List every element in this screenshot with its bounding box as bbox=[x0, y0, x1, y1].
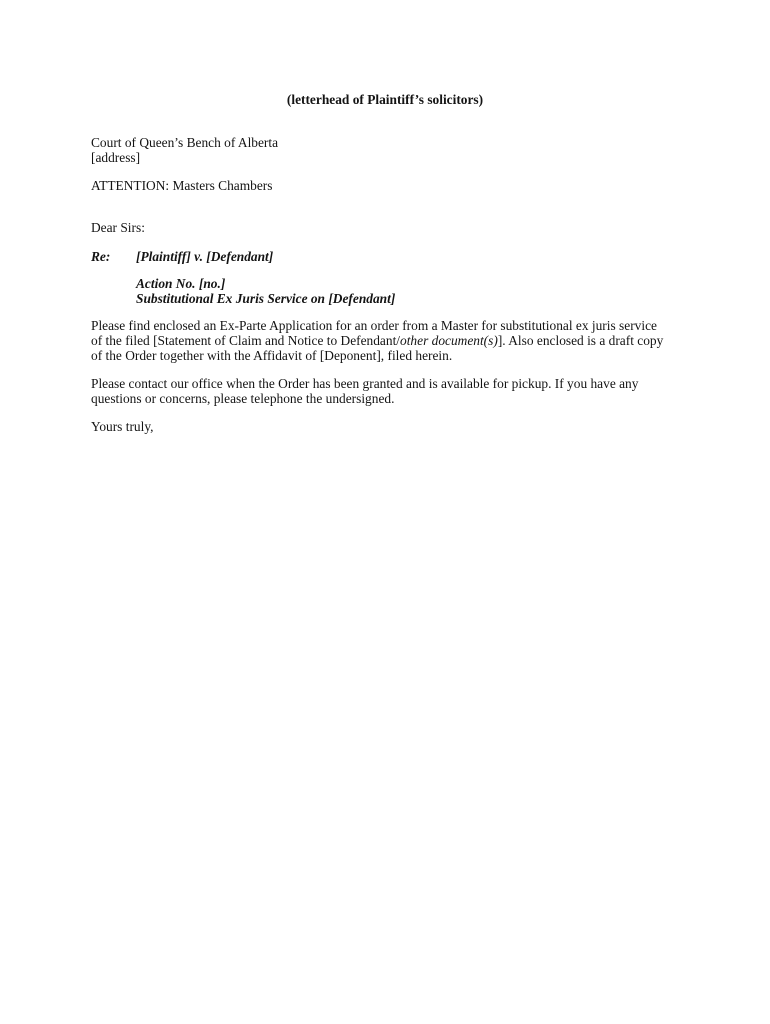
paragraph-text: ]. Also enclosed is a draft copy bbox=[497, 333, 664, 348]
re-label: Re: bbox=[91, 249, 111, 264]
re-action-number: Action No. [no.] bbox=[136, 276, 226, 291]
letterhead-placeholder: (letterhead of Plaintiff’s solicitors) bbox=[286, 92, 484, 107]
recipient-court-name: Court of Queen’s Bench of Alberta bbox=[91, 135, 279, 150]
attention-line: ATTENTION: Masters Chambers bbox=[91, 178, 273, 193]
paragraph-line: Please contact our office when the Order has been granted and is available for pickup. If you have any bbox=[91, 376, 639, 391]
closing: Yours truly, bbox=[91, 419, 154, 434]
paragraph-text: of the filed [Statement of Claim and Notice to Defendant/ bbox=[91, 333, 401, 348]
paragraph-line: questions or concerns, please telephone the undersigned. bbox=[91, 391, 395, 406]
paragraph-line: of the Order together with the Affidavit of [Deponent], filed herein. bbox=[91, 348, 453, 363]
paragraph-italic-text: other document(s) bbox=[400, 333, 498, 348]
recipient-address bbox=[91, 135, 691, 165]
recipient-address-placeholder: [address] bbox=[91, 150, 141, 165]
body-paragraph-contact bbox=[91, 376, 683, 406]
re-subject: Substitutional Ex Juris Service on [Defendant] bbox=[136, 291, 396, 306]
paragraph-line bbox=[91, 333, 683, 348]
re-action-block bbox=[136, 276, 395, 306]
paragraph-line: Please find enclosed an Ex-Parte Application for an order from a Master for substitutional ex juris service bbox=[91, 318, 657, 333]
salutation: Dear Sirs: bbox=[91, 220, 145, 235]
body-paragraph-enclosure bbox=[91, 318, 683, 363]
re-parties: [Plaintiff] v. [Defendant] bbox=[136, 249, 274, 264]
